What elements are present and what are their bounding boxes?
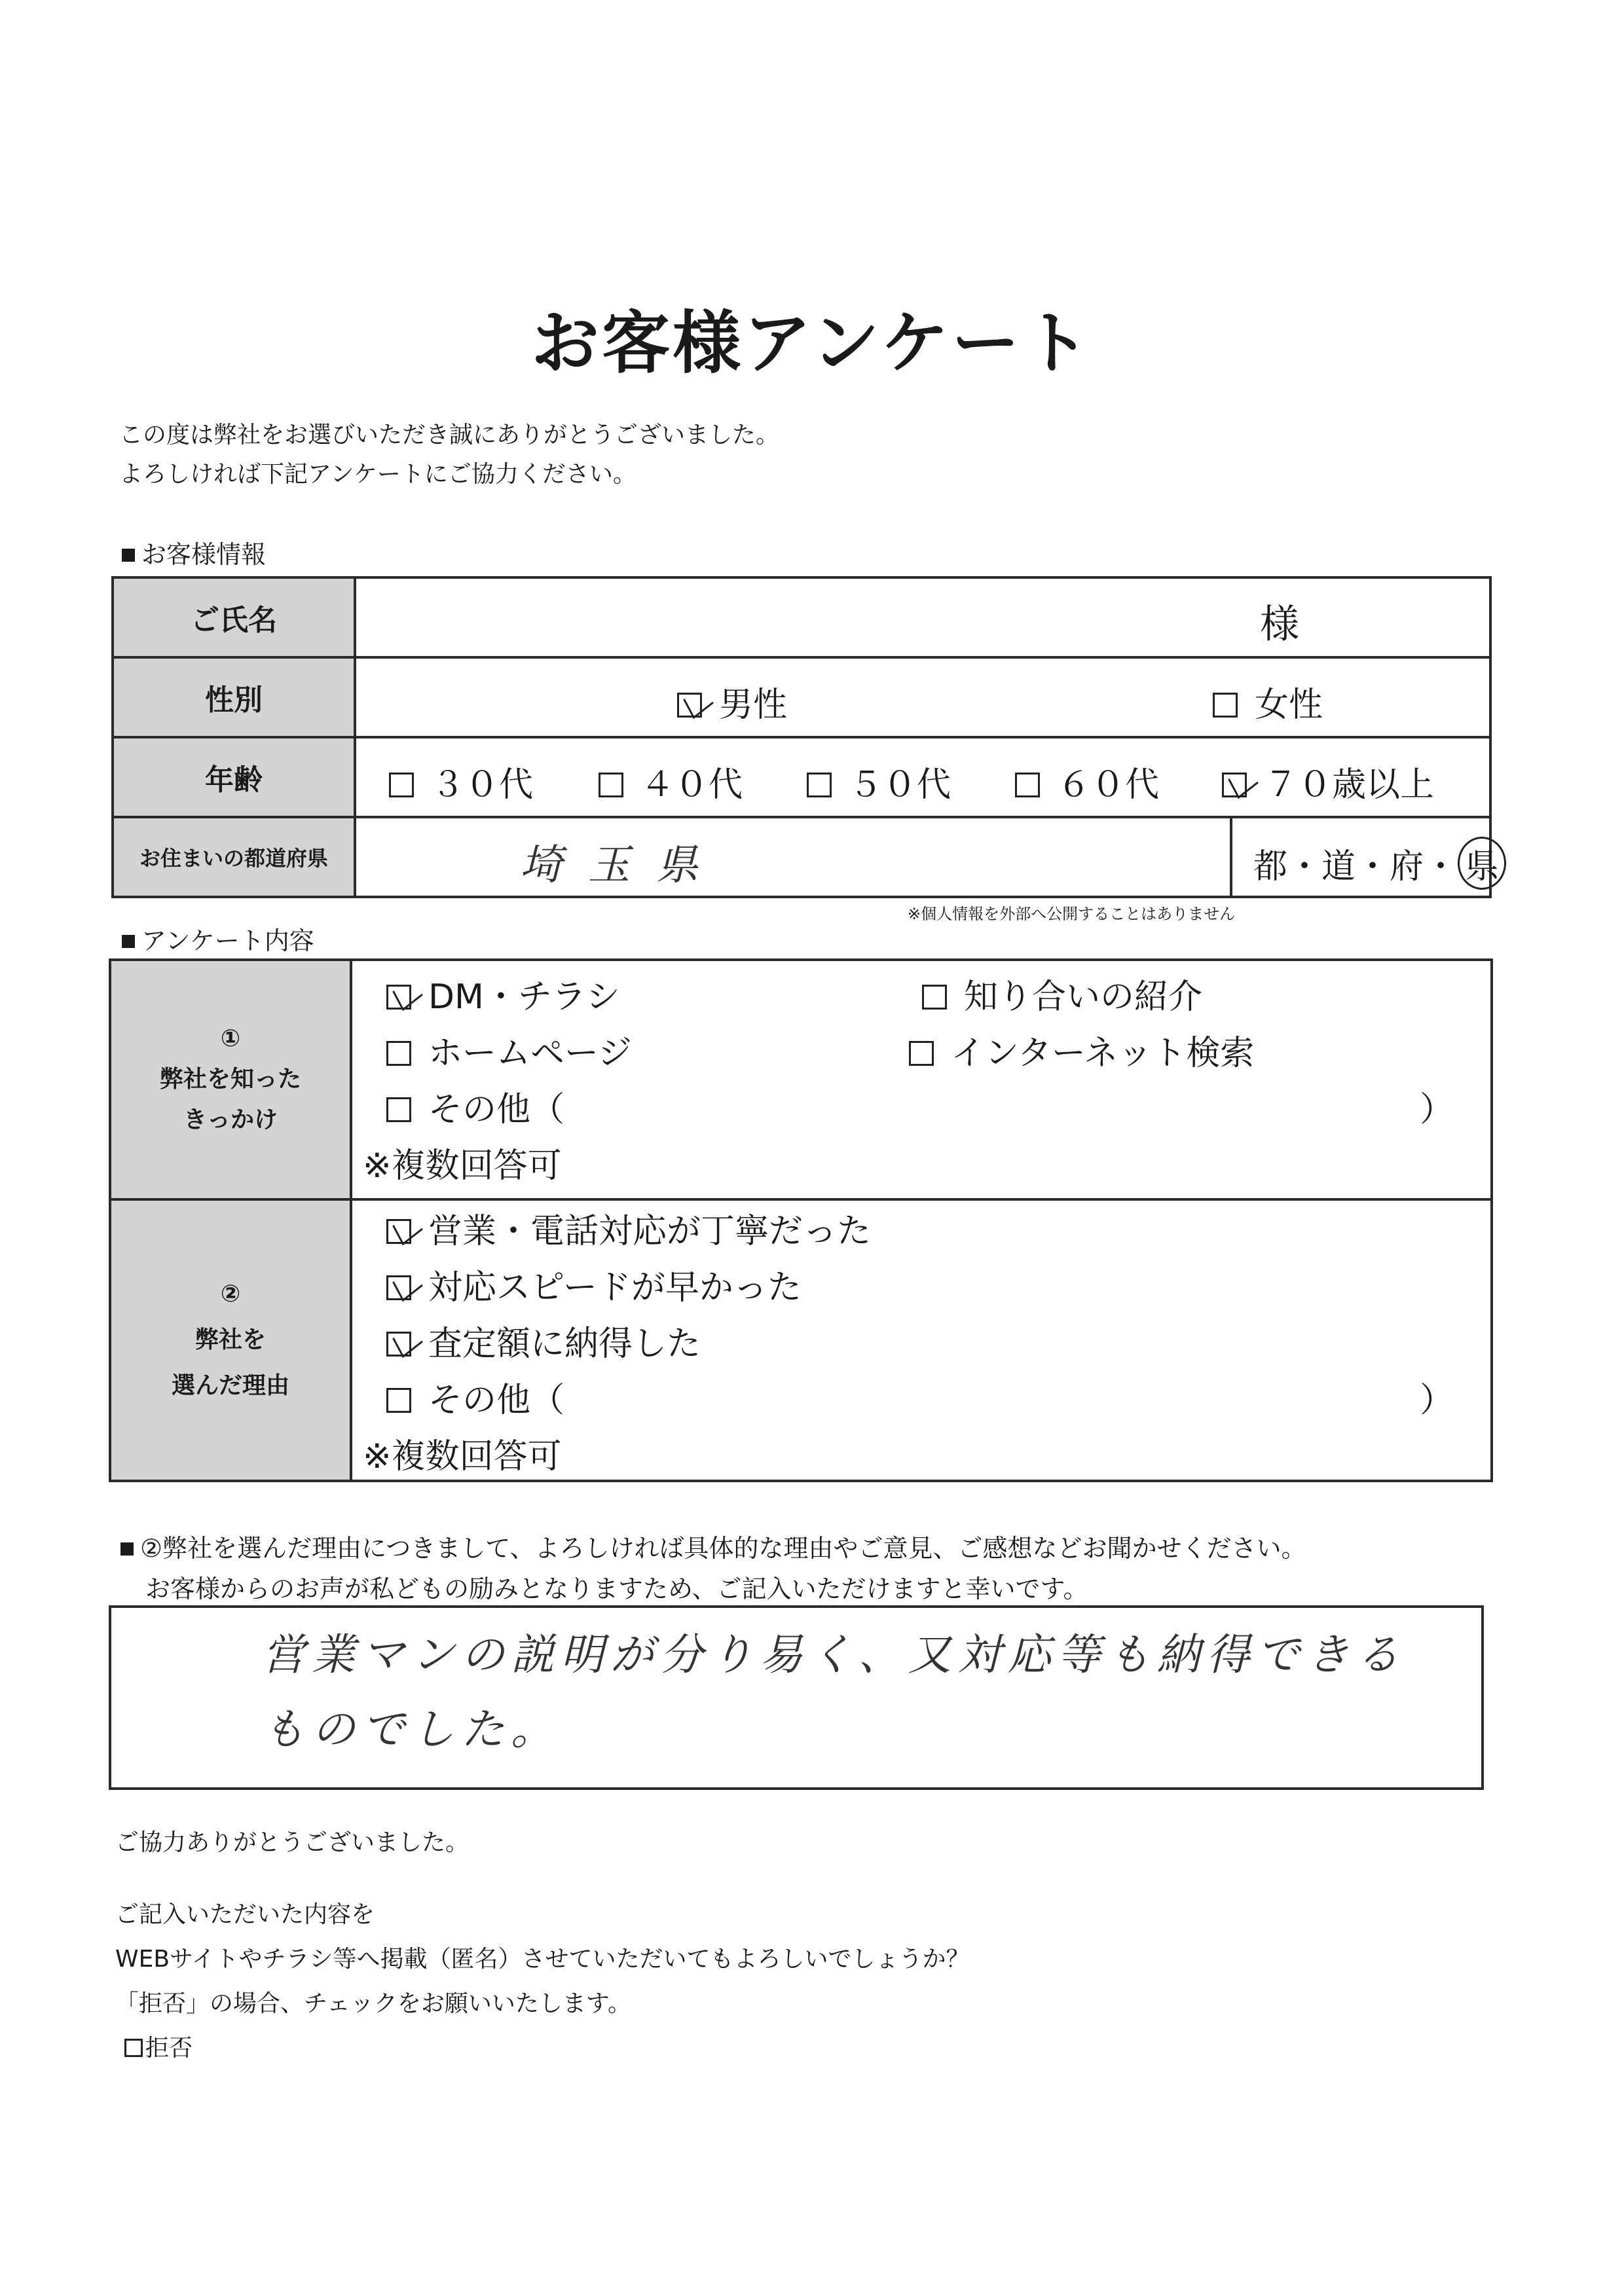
q2-label xyxy=(110,1199,351,1481)
thanks-text: ご協力ありがとうございました。 xyxy=(115,1829,470,1856)
checkbox-icon[interactable] xyxy=(1213,693,1238,718)
checkbox-icon[interactable] xyxy=(386,1097,411,1122)
q1-option-other[interactable]: その他（ xyxy=(386,1082,564,1131)
comment-handwritten-line-1: 営業マンの説明が分り易く、又対応等も納得できる xyxy=(262,1630,1406,1680)
q2-number: ② xyxy=(220,1281,241,1307)
checkbox-icon[interactable] xyxy=(599,773,623,797)
age-label: 年齢 xyxy=(113,737,355,817)
prefecture-handwritten: 埼玉県 xyxy=(520,841,724,890)
q2-options xyxy=(351,1199,1492,1481)
comment-prompt-line-2: お客様からのお声が私どもの励みとなりますため、ご記入いただけますと幸いです。 xyxy=(145,1575,1088,1603)
prefecture-circled-ken: 県 xyxy=(1458,837,1506,890)
q2-label-line2: 選んだ理由 xyxy=(171,1372,289,1399)
prefecture-divider xyxy=(1230,818,1232,896)
age-option-30s[interactable]: ３０代 xyxy=(389,757,533,806)
checkbox-checked-icon[interactable] xyxy=(386,1332,411,1357)
q2-option-satisfied-appraisal[interactable]: 査定額に納得した xyxy=(386,1316,701,1365)
survey-table xyxy=(109,958,1493,1482)
checkbox-icon[interactable] xyxy=(922,985,947,1010)
age-option-40s[interactable]: ４０代 xyxy=(599,757,743,806)
q1-label xyxy=(110,960,351,1199)
checkbox-icon[interactable] xyxy=(386,1041,411,1066)
checkbox-checked-icon[interactable] xyxy=(677,693,702,718)
prefecture-field[interactable] xyxy=(355,817,1500,897)
prefecture-label: お住まいの都道府県 xyxy=(113,817,355,897)
q2-label-line1: 弊社を xyxy=(194,1326,266,1353)
gender-option-female[interactable]: 女性 xyxy=(1213,677,1323,726)
consent-line-2: WEBサイトやチラシ等へ掲載（匿名）させていただいてもよろしいでしょうか？ xyxy=(115,1946,970,1973)
q1-multi-note: ※複数回答可 xyxy=(363,1146,562,1186)
gender-option-male[interactable]: 男性 xyxy=(677,677,787,726)
intro-line-2: よろしければ下記アンケートにご協力ください。 xyxy=(119,461,637,488)
q1-option-referral[interactable]: 知り合いの紹介 xyxy=(922,969,1202,1018)
age-option-60s[interactable]: ６０代 xyxy=(1015,757,1159,806)
refuse-option[interactable]: 拒否 xyxy=(124,2030,193,2063)
comment-handwritten-line-2: ものでした。 xyxy=(262,1704,561,1755)
name-field[interactable] xyxy=(355,577,1490,657)
checkbox-icon[interactable] xyxy=(386,1388,411,1413)
q2-option-other[interactable]: その他（ xyxy=(386,1372,564,1421)
q1-option-internet-search[interactable]: インターネット検索 xyxy=(909,1025,1254,1074)
checkbox-checked-icon[interactable] xyxy=(386,985,411,1010)
q2-option-fast-response[interactable]: 対応スピードが早かった xyxy=(386,1260,802,1309)
survey-heading xyxy=(122,920,314,957)
prefecture-suffix: 都・道・府・ 県 xyxy=(1253,837,1506,890)
checkbox-icon[interactable] xyxy=(909,1041,934,1066)
q1-options xyxy=(351,960,1492,1199)
q1-label-line2: きっかけ xyxy=(183,1106,278,1133)
q1-other-close: ） xyxy=(1420,1090,1454,1129)
checkbox-icon[interactable] xyxy=(807,773,832,797)
bullet-square-icon xyxy=(122,935,135,948)
checkbox-icon[interactable] xyxy=(1015,773,1040,797)
gender-label: 性別 xyxy=(113,657,355,737)
q2-option-polite-sales[interactable]: 営業・電話対応が丁寧だった xyxy=(386,1203,871,1252)
checkbox-checked-icon[interactable] xyxy=(1222,773,1247,797)
q2-other-close: ） xyxy=(1420,1381,1454,1420)
age-option-70plus[interactable]: ７０歳以上 xyxy=(1222,757,1434,806)
q1-option-dm-flyer[interactable]: DM・チラシ xyxy=(386,969,620,1018)
checkbox-checked-icon[interactable] xyxy=(386,1275,411,1300)
checkbox-icon[interactable] xyxy=(389,773,414,797)
consent-line-3: 「拒否」の場合、チェックをお願いいたします。 xyxy=(115,1990,632,2017)
customer-info-heading-text: お客様情報 xyxy=(141,540,267,569)
age-option-50s[interactable]: ５０代 xyxy=(807,757,951,806)
age-field xyxy=(355,737,1490,817)
bullet-square-icon xyxy=(120,1542,134,1556)
page-title: お客様アンケート xyxy=(531,303,1093,383)
customer-info-table xyxy=(111,576,1500,898)
comment-box[interactable] xyxy=(109,1605,1484,1790)
name-label: ご氏名 xyxy=(113,577,355,657)
comment-prompt-line-1: ②弊社を選んだ理由につきまして、よろしければ具体的な理由やご意見、ご感想などお聞かせください。 xyxy=(120,1528,1306,1564)
q1-number: ① xyxy=(220,1025,241,1052)
q1-label-line1: 弊社を知った xyxy=(159,1066,301,1093)
survey-heading-text: アンケート内容 xyxy=(141,926,314,955)
customer-info-heading xyxy=(122,534,266,570)
checkbox-checked-icon[interactable] xyxy=(386,1219,411,1244)
gender-field xyxy=(355,657,1490,737)
q1-option-homepage[interactable]: ホームページ xyxy=(386,1025,632,1074)
privacy-note: ※個人情報を外部へ公開することはありません xyxy=(908,905,1236,923)
refuse-checkbox-icon[interactable] xyxy=(124,2039,143,2057)
name-suffix: 様 xyxy=(1260,602,1299,647)
consent-line-1: ご記入いただいた内容を xyxy=(115,1901,375,1928)
bullet-square-icon xyxy=(122,549,135,562)
q2-multi-note: ※複数回答可 xyxy=(363,1437,562,1476)
intro-line-1: この度は弊社をお選びいただき誠にありがとうございました。 xyxy=(119,422,780,448)
